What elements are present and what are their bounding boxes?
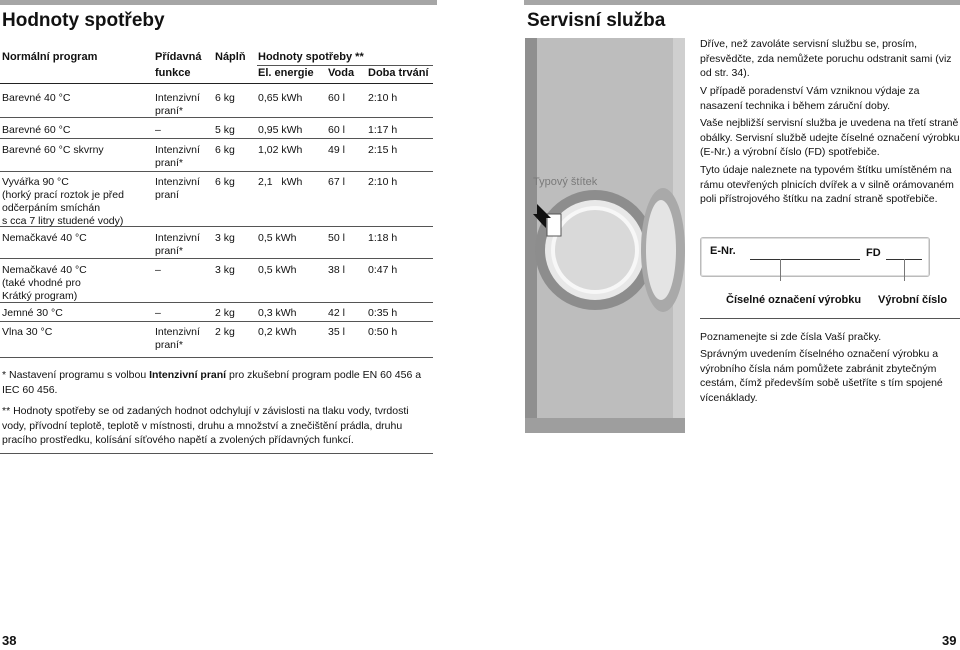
caption-product-number: Číselné označení výrobku xyxy=(726,294,862,306)
extra-function: praní xyxy=(155,189,179,201)
extra-function: – xyxy=(155,264,161,276)
header-energy: El. energie xyxy=(258,67,314,79)
illustration-label: Typový štítek xyxy=(533,176,598,188)
energy-value: 0,65 kWh xyxy=(258,92,303,104)
water-value: 38 l xyxy=(328,264,345,276)
footnote-bottom-rule xyxy=(0,453,433,454)
energy-value: 1,02 kWh xyxy=(258,144,303,156)
energy-value: 2,1 kWh xyxy=(258,176,303,188)
service-paragraph-2: V případě poradenství Vám vzniknou výdaje za nasazení technika i během záruční doby. xyxy=(700,85,920,112)
row-divider xyxy=(0,117,433,118)
program-name: Barevné 60 °C xyxy=(2,124,71,136)
plate-bottom-rule xyxy=(700,318,960,319)
row-divider xyxy=(0,321,433,322)
program-name: Nemačkavé 40 °C xyxy=(2,264,87,276)
program-name: (také vhodné pro xyxy=(2,277,81,289)
duration-value: 2:10 h xyxy=(368,92,398,104)
extra-function: Intenzivní xyxy=(155,92,200,104)
page-number-right: 39 xyxy=(942,633,957,648)
duration-value: 1:17 h xyxy=(368,124,398,136)
header-extra-1: Přídavná xyxy=(155,51,202,63)
page-number-left: 38 xyxy=(2,633,17,648)
program-name: Barevné 60 °C skvrny xyxy=(2,144,104,156)
water-value: 50 l xyxy=(328,232,345,244)
load-value: 5 kg xyxy=(215,124,235,136)
load-value: 3 kg xyxy=(215,264,235,276)
row-divider xyxy=(0,258,433,259)
rating-plate xyxy=(700,235,930,285)
extra-function: – xyxy=(155,307,161,319)
footnote-1-bold: Intenzivní praní xyxy=(149,369,227,381)
page-title-right: Servisní služba xyxy=(527,10,666,31)
duration-value: 2:15 h xyxy=(368,144,398,156)
header-duration: Doba trvání xyxy=(368,67,429,79)
program-name: Jemné 30 °C xyxy=(2,307,63,319)
duration-value: 2:10 h xyxy=(368,176,398,188)
extra-function: – xyxy=(155,124,161,136)
row-divider xyxy=(0,226,433,227)
header-load: Náplň xyxy=(215,51,246,63)
duration-value: 0:47 h xyxy=(368,264,398,276)
fd-pointer xyxy=(904,259,905,281)
extra-function: praní* xyxy=(155,157,184,169)
footnote-1 xyxy=(2,368,432,397)
energy-value: 0,3 kWh xyxy=(258,307,297,319)
extra-function: praní* xyxy=(155,339,184,351)
footnote-1-text-end: pro zkušební program podle EN 60 456 a IEC 60 456. xyxy=(2,369,422,396)
program-name: Krátký program) xyxy=(2,290,78,302)
header-extra-2: funkce xyxy=(155,67,191,79)
extra-function: Intenzivní xyxy=(155,176,200,188)
load-value: 6 kg xyxy=(215,176,235,188)
duration-value: 1:18 h xyxy=(368,232,398,244)
energy-value: 0,95 kWh xyxy=(258,124,303,136)
extra-function: Intenzivní xyxy=(155,144,200,156)
note-paragraph-2: Správným uvedením číselného označení výrobku a výrobního čísla nám pomůžete zabránit zbytečným cestám, čímž především sobě ušetříte s tím spojené vícenáklady. xyxy=(700,348,943,404)
program-name: Vyvářka 90 °C xyxy=(2,176,69,188)
row-divider xyxy=(0,171,433,172)
footnote-1-text: * Nastavení programu s volbou xyxy=(2,369,150,381)
energy-value: 0,5 kWh xyxy=(258,264,297,276)
load-value: 2 kg xyxy=(215,326,235,338)
header-values: Hodnoty spotřeby ** xyxy=(258,51,364,63)
right-top-bar xyxy=(524,0,960,5)
washing-machine-illustration xyxy=(525,38,695,438)
enr-pointer xyxy=(780,259,781,281)
note-paragraph-1: Poznamenejte si zde čísla Vaší pračky. xyxy=(700,331,882,343)
program-name: Vlna 30 °C xyxy=(2,326,53,338)
table-bottom-rule xyxy=(0,357,433,358)
energy-value: 0,5 kWh xyxy=(258,232,297,244)
header-water: Voda xyxy=(328,67,355,79)
program-name: (horký prací roztok je před xyxy=(2,189,124,201)
water-value: 60 l xyxy=(328,92,345,104)
program-name: Barevné 40 °C xyxy=(2,92,71,104)
enr-line xyxy=(750,259,860,260)
service-paragraph-3: Vaše nejbližší servisní služba je uvedena na třetí straně obálky. Servisní službě udejte číselné označení výrobku (E-Nr.) a výrobní číslo (FD) spotřebiče. xyxy=(700,117,960,158)
load-value: 6 kg xyxy=(215,92,235,104)
load-value: 2 kg xyxy=(215,307,235,319)
extra-function: Intenzivní xyxy=(155,326,200,338)
footnote-2: ** Hodnoty spotřeby se od zadaných hodnot odchylují v závislosti na tlaku vody, tvrdosti vody, přívodní teplotě, teplotě v místnosti, druhu a množství a znečištění prádla, druhu pracího prostředku, kolísání síťového napětí a zvolených přídavných funkcí. xyxy=(2,405,409,446)
water-value: 60 l xyxy=(328,124,345,136)
energy-value: 0,2 kWh xyxy=(258,326,297,338)
enr-label: E-Nr. xyxy=(710,245,736,257)
row-divider xyxy=(0,138,433,139)
water-value: 35 l xyxy=(328,326,345,338)
program-name: odčerpáním smíchán xyxy=(2,202,101,214)
extra-function: Intenzivní xyxy=(155,232,200,244)
left-top-bar xyxy=(0,0,437,5)
header-program: Normální program xyxy=(2,51,98,63)
service-paragraph-4: Tyto údaje naleznete na typovém štítku umístěném na rámu otevřených plnicích dvířek a v silně orámovaném poli přístrojového štítku na zadní straně spotřebiče. xyxy=(700,164,954,205)
program-name: Nemačkavé 40 °C xyxy=(2,232,87,244)
water-value: 42 l xyxy=(328,307,345,319)
load-value: 6 kg xyxy=(215,144,235,156)
program-name: s cca 7 litry studené vody) xyxy=(2,215,124,227)
water-value: 67 l xyxy=(328,176,345,188)
page-title-left: Hodnoty spotřeby xyxy=(2,10,165,31)
load-value: 3 kg xyxy=(215,232,235,244)
row-divider xyxy=(0,302,433,303)
header-rule xyxy=(0,83,433,84)
caption-serial-number: Výrobní číslo xyxy=(878,294,948,306)
duration-value: 0:35 h xyxy=(368,307,398,319)
water-value: 49 l xyxy=(328,144,345,156)
duration-value: 0:50 h xyxy=(368,326,398,338)
fd-label: FD xyxy=(866,247,881,259)
rating-plate-frame-inner xyxy=(701,238,929,276)
extra-function: praní* xyxy=(155,245,184,257)
extra-function: praní* xyxy=(155,105,184,117)
service-paragraph-1: Dříve, než zavoláte servisní službu se, prosím, přesvědčte, zda nemůžete poruchu odstranit sami (viz od str. 34). xyxy=(700,38,952,79)
